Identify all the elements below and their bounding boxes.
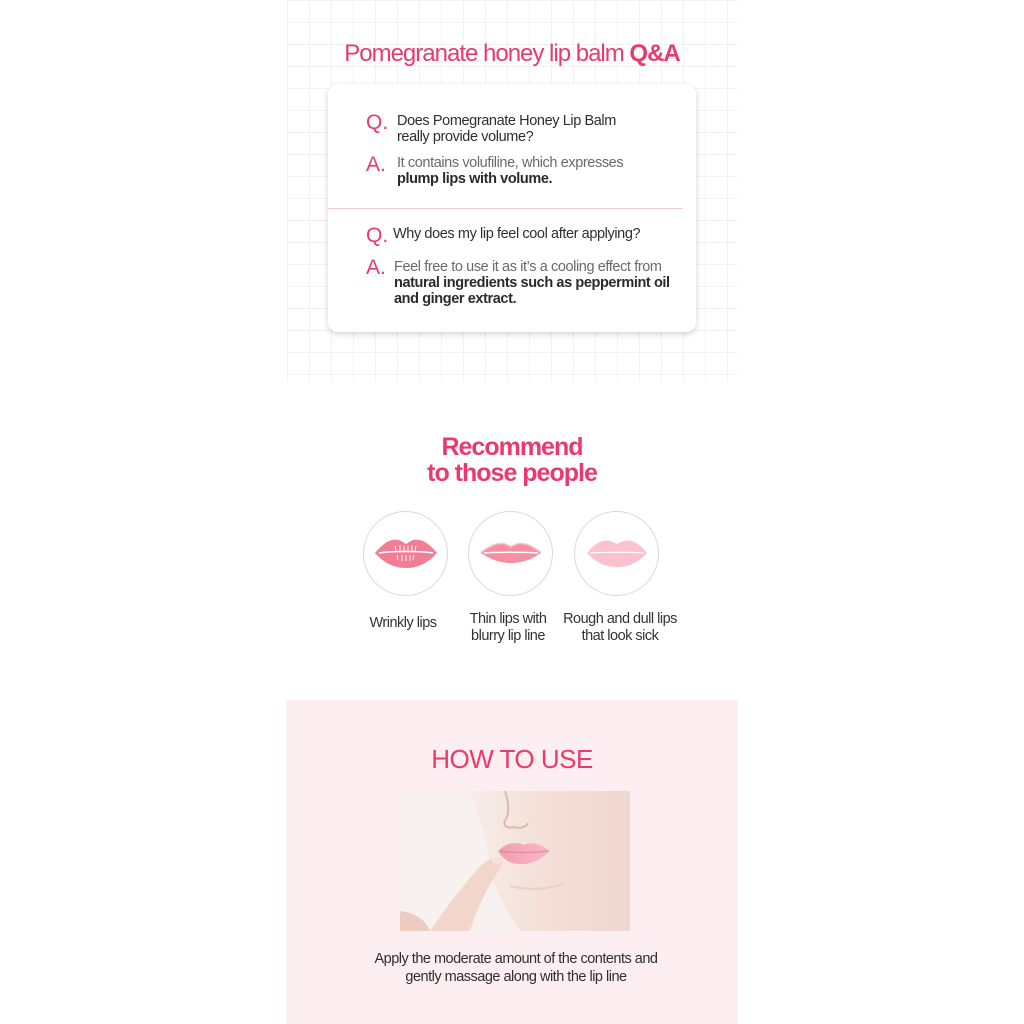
woman-applying-lip-balm-photo — [400, 791, 630, 931]
answer-text: Feel free to use it as it’s a cooling effect from natural ingredients such as peppermint oil and ginger extract. — [394, 259, 670, 307]
recommend-label: Rough and dull lips that look sick — [563, 611, 677, 644]
answer-letter: A. — [366, 153, 386, 176]
how-to-use-instructions: Apply the moderate amount of the contents and gently massage along with the lip line — [374, 951, 658, 985]
thin-lips-icon — [468, 511, 553, 596]
question-text: Does Pomegranate Honey Lip Balm really provide volume? — [397, 113, 616, 145]
how-to-use-title: HOW TO USE — [431, 744, 593, 774]
recommend-title: Recommend to those people — [427, 433, 597, 487]
wrinkly-lips-icon — [363, 511, 448, 596]
qa-section — [287, 0, 737, 382]
qa-card — [328, 84, 696, 332]
how-to-use-section — [286, 700, 738, 1024]
recommend-label: Thin lips with blurry lip line — [469, 611, 547, 644]
answer-letter: A. — [366, 256, 386, 279]
question-letter: Q. — [366, 224, 389, 247]
dull-lips-icon — [574, 511, 659, 596]
answer-text: It contains volufiline, which expresses plump lips with volume. — [397, 155, 624, 187]
qa-divider — [328, 208, 682, 209]
question-letter: Q. — [366, 111, 389, 134]
qa-title: Pomegranate honey lip balm Q&A — [344, 40, 680, 67]
question-text: Why does my lip feel cool after applying? — [393, 226, 641, 242]
recommend-label: Wrinkly lips — [369, 615, 437, 631]
